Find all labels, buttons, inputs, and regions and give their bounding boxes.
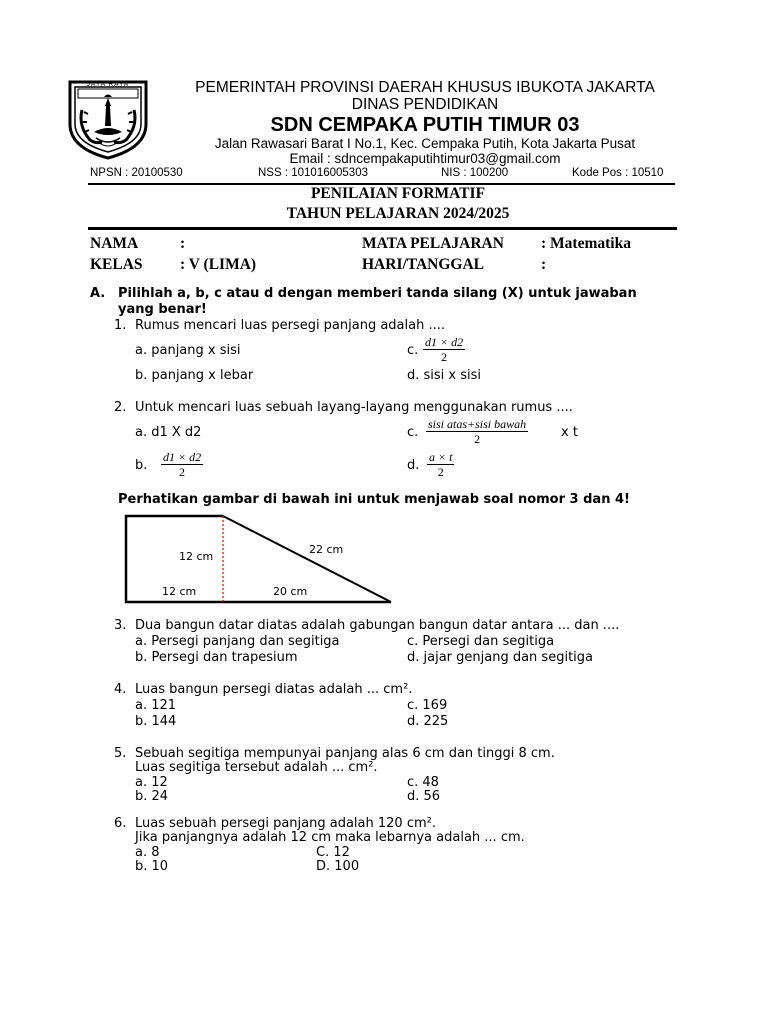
hari-tanggal-field[interactable]: : — [541, 256, 547, 273]
label-height: 12 cm — [179, 550, 214, 563]
option-d[interactable]: d. 56 — [407, 789, 441, 804]
nis: NIS : 100200 — [441, 167, 509, 179]
option-d[interactable]: D. 100 — [316, 859, 360, 874]
formula-numerator: d1 × d2 — [163, 450, 202, 464]
option-c-formula[interactable] — [423, 335, 465, 364]
kode-pos: Kode Pos : 10510 — [572, 167, 664, 179]
option-b[interactable]: b. 144 — [135, 714, 177, 729]
question-number: 3. — [114, 618, 127, 633]
nss: NSS : 101016005303 — [258, 167, 368, 179]
option-b[interactable]: b. 24 — [135, 789, 169, 804]
option-c-label[interactable]: c. — [407, 343, 419, 358]
npsn: NPSN : 20100530 — [90, 167, 183, 179]
option-d[interactable]: d. 225 — [407, 714, 449, 729]
option-b[interactable]: b. Persegi dan trapesium — [135, 650, 298, 665]
formula-denominator: 2 — [441, 350, 448, 364]
section-marker: A. — [90, 286, 106, 301]
school-name: SDN CEMPAKA PUTIH TIMUR 03 — [270, 114, 580, 136]
option-d[interactable]: d. jajar genjang dan segitiga — [407, 650, 593, 665]
title-divider — [88, 227, 677, 230]
formula-numerator: sisi atas+sisi bawah — [428, 417, 527, 431]
option-c-formula[interactable] — [426, 417, 528, 446]
question-number: 4. — [114, 682, 127, 697]
hari-tanggal-label: HARI/TANGGAL — [362, 256, 485, 273]
question-text: Luas bangun persegi diatas adalah ... cm². — [135, 682, 413, 697]
formula-denominator: 2 — [437, 465, 444, 479]
question-text-cont: Jika panjangnya adalah 12 cm maka lebarnya adalah ... cm. — [135, 830, 525, 845]
option-c[interactable]: C. 12 — [316, 845, 350, 860]
question-text: Rumus mencari luas persegi panjang adalah .... — [135, 318, 446, 333]
kelas-label: KELAS — [90, 256, 143, 273]
question-number: 1. — [114, 318, 127, 333]
school-email: Email : sdncempakaputihtimur03@gmail.com — [289, 151, 561, 166]
option-b[interactable]: b. 10 — [135, 859, 169, 874]
question-number: 5. — [114, 746, 127, 761]
academic-year: TAHUN PELAJARAN 2024/2025 — [286, 205, 510, 222]
option-a[interactable]: a. panjang x sisi — [135, 343, 241, 358]
option-a[interactable]: a. 8 — [135, 845, 160, 860]
exam-title: PENILAIAN FORMATIF — [310, 185, 486, 202]
logo-motto: JAYA RAYA — [86, 81, 130, 88]
section-instruction-cont: yang benar! — [118, 302, 207, 317]
label-base-left: 12 cm — [162, 585, 197, 598]
option-a[interactable]: a. d1 X d2 — [135, 425, 202, 440]
header-department: DINAS PENDIDIKAN — [351, 96, 499, 113]
option-a[interactable]: a. Persegi panjang dan segitiga — [135, 634, 340, 649]
mata-pelajaran-value: : Matematika — [541, 235, 631, 252]
option-c-label[interactable]: c. — [407, 425, 419, 440]
formula-numerator: d1 × d2 — [425, 335, 464, 349]
option-b[interactable]: b. panjang x lebar — [135, 368, 254, 383]
question-text: Dua bangun datar diatas adalah gabungan bangun datar antara ... dan .... — [135, 618, 620, 633]
option-c[interactable]: c. 169 — [407, 698, 448, 713]
nama-label: NAMA — [90, 235, 139, 252]
option-b-formula[interactable] — [161, 450, 203, 479]
figure-instruction: Perhatikan gambar di bawah ini untuk menjawab soal nomor 3 dan 4! — [118, 492, 630, 507]
formula-denominator: 2 — [179, 465, 186, 479]
mata-pelajaran-label: MATA PELAJARAN — [362, 235, 504, 252]
option-d[interactable]: d. sisi x sisi — [407, 368, 482, 383]
header-province: PEMERINTAH PROVINSI DAERAH KHUSUS IBUKOTA JAKARTA — [195, 79, 655, 96]
option-d-formula[interactable] — [427, 450, 454, 479]
question-text: Luas sebuah persegi panjang adalah 120 cm². — [135, 816, 436, 831]
section-instruction: Pilihlah a, b, c atau d dengan memberi tanda silang (X) untuk jawaban — [118, 286, 637, 301]
option-d-label[interactable]: d. — [407, 458, 420, 473]
composite-shape-figure — [118, 512, 398, 608]
question-text: Sebuah segitiga mempunyai panjang alas 6 cm dan tinggi 8 cm. — [135, 746, 555, 761]
question-number: 2. — [114, 400, 127, 415]
formula-denominator: 2 — [474, 432, 481, 446]
label-base-right: 20 cm — [273, 585, 308, 598]
label-hypotenuse: 22 cm — [309, 543, 344, 556]
option-a[interactable]: a. 12 — [135, 775, 168, 790]
nama-field[interactable]: : — [180, 235, 186, 252]
question-text-cont: Luas segitiga tersebut adalah ... cm². — [135, 760, 378, 775]
option-c[interactable]: c. Persegi dan segitiga — [407, 634, 555, 649]
question-text: Untuk mencari luas sebuah layang-layang menggunakan rumus .... — [135, 400, 573, 415]
option-b-label[interactable]: b. — [135, 458, 148, 473]
option-a[interactable]: a. 121 — [135, 698, 177, 713]
formula-numerator: a × t — [429, 450, 453, 464]
kelas-value: : V (LIMA) — [180, 256, 257, 273]
jakarta-emblem-logo — [68, 80, 148, 160]
school-address: Jalan Rawasari Barat I No.1, Kec. Cempaka Putih, Kota Jakarta Pusat — [214, 136, 636, 151]
option-c-suffix: x t — [561, 425, 578, 440]
option-c[interactable]: c. 48 — [407, 775, 439, 790]
question-number: 6. — [114, 816, 127, 831]
